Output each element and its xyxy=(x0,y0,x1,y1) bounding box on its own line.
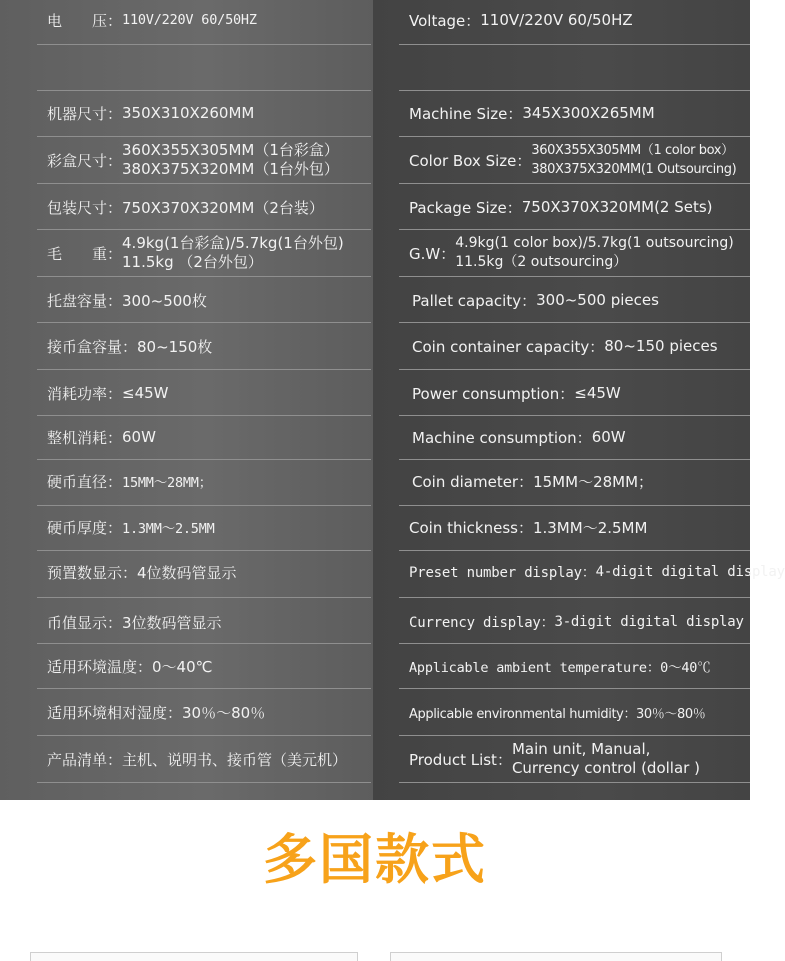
spec-label: 包装尺寸： xyxy=(47,198,123,217)
spec-row-humidity-en xyxy=(409,698,750,726)
row-divider xyxy=(399,229,750,230)
spec-value: 345X300X265MM xyxy=(522,104,655,122)
spec-row-preset-display-en xyxy=(409,558,785,586)
spec-label: 机器尺寸： xyxy=(47,104,123,123)
spec-label: 消耗功率： xyxy=(47,384,123,403)
spec-value: 80~150 pieces xyxy=(604,337,718,355)
row-divider xyxy=(399,322,750,323)
spec-row-color-box-size-cn xyxy=(47,139,371,181)
row-divider xyxy=(399,415,750,416)
row-divider xyxy=(399,90,750,91)
variant-image-frame xyxy=(390,952,722,961)
spec-value: 60W xyxy=(122,428,156,446)
spec-row-coin-container-en xyxy=(412,332,753,360)
spec-value: 110V/220V 60/50HZ xyxy=(480,11,633,29)
spec-row-coin-thickness-cn xyxy=(47,513,371,541)
row-divider xyxy=(37,183,371,184)
spec-row-preset-display-cn xyxy=(47,558,371,586)
spec-value-line: 4.9kg(1 color box)/5.7kg(1 outsourcing) xyxy=(455,235,734,251)
spec-row-gross-weight-en xyxy=(409,232,750,274)
row-divider xyxy=(37,550,371,551)
spec-label: Voltage： xyxy=(409,11,481,30)
spec-value xyxy=(512,740,700,778)
spec-row-voltage-cn xyxy=(47,6,371,34)
row-divider xyxy=(37,322,371,323)
spec-label: 预置数显示： xyxy=(47,563,138,582)
spec-row-humidity-cn xyxy=(47,698,371,726)
row-divider xyxy=(37,643,371,644)
spec-label: Preset number display： xyxy=(409,565,596,581)
spec-label: Color Box Size： xyxy=(409,151,532,170)
spec-value xyxy=(531,141,736,179)
spec-row-power-consumption-en xyxy=(412,379,753,407)
spec-value: 3位数码管显示 xyxy=(122,613,222,632)
spec-value-line: 360X355X305MM（1台彩盒） xyxy=(122,141,339,159)
spec-value: 0～40℃ xyxy=(660,660,711,676)
spec-row-machine-consumption-cn xyxy=(47,423,371,451)
row-divider xyxy=(399,183,750,184)
spec-label: Applicable ambient temperature： xyxy=(409,660,661,676)
spec-row-coin-diameter-cn xyxy=(47,467,371,495)
spec-value: 1.3MM～2.5MM xyxy=(532,518,648,537)
row-divider xyxy=(37,229,371,230)
spec-label: 托盘容量： xyxy=(47,291,123,310)
spec-label: Product List： xyxy=(409,750,512,769)
spec-value-line: 380X375X320MM(1 Outsourcing) xyxy=(531,162,737,177)
spec-value: 15MM～28MM； xyxy=(122,475,213,491)
spec-label: Pallet capacity： xyxy=(412,291,537,310)
spec-value xyxy=(455,234,733,272)
spec-value: 60W xyxy=(591,428,626,446)
spec-label: Applicable environmental humidity： xyxy=(409,706,637,722)
spec-value: 0～40℃ xyxy=(152,657,213,676)
row-divider xyxy=(399,643,750,644)
row-divider xyxy=(37,276,371,277)
spec-label: 接币盒容量： xyxy=(47,337,138,356)
spec-row-coin-container-cn xyxy=(47,332,371,360)
spec-value: 3-digit digital display xyxy=(554,614,744,630)
spec-label: 币值显示： xyxy=(47,613,123,632)
spec-label: Coin diameter： xyxy=(412,472,534,491)
spec-row-ambient-temperature-en xyxy=(409,652,750,680)
spec-row-ambient-temperature-cn xyxy=(47,652,371,680)
spec-row-voltage-en xyxy=(409,6,750,34)
spec-row-machine-consumption-en xyxy=(412,423,753,451)
spec-label: Machine consumption： xyxy=(412,428,592,447)
spec-value-line: 11.5kg（2 outsourcing） xyxy=(455,254,628,270)
spec-value-line: 360X355X305MM（1 color box） xyxy=(531,143,734,158)
row-divider xyxy=(37,415,371,416)
spec-label: 硬币直径： xyxy=(47,472,123,491)
spec-label: 硬币厚度： xyxy=(47,518,123,537)
section-title: 多国款式 xyxy=(263,828,487,891)
spec-value: 80~150枚 xyxy=(137,337,213,356)
spec-value xyxy=(122,234,344,272)
spec-row-coin-diameter-en xyxy=(412,467,753,495)
row-divider xyxy=(399,735,750,736)
spec-value: 750X370X320MM(2 Sets) xyxy=(521,198,713,216)
row-divider xyxy=(37,90,371,91)
spec-value: 300~500枚 xyxy=(122,291,207,310)
row-divider xyxy=(37,597,371,598)
spec-value: 30％～80％ xyxy=(182,703,266,722)
spec-value: 4位数码管显示 xyxy=(137,563,237,582)
spec-row-power-consumption-cn xyxy=(47,379,371,407)
row-divider xyxy=(37,459,371,460)
spec-value: ≤45W xyxy=(574,384,621,402)
row-divider xyxy=(399,459,750,460)
spec-label: Package Size： xyxy=(409,198,522,217)
spec-row-pallet-capacity-en xyxy=(412,286,753,314)
variant-image-frame xyxy=(30,952,358,961)
row-divider xyxy=(399,276,750,277)
spec-row-pallet-capacity-cn xyxy=(47,286,371,314)
spec-label: 毛 重： xyxy=(47,244,123,263)
row-divider xyxy=(37,505,371,506)
spec-label: 产品清单： xyxy=(47,750,123,769)
spec-row-package-size-en xyxy=(409,193,750,221)
spec-value: 750X370X320MM（2台装） xyxy=(122,198,324,217)
spec-value: 15MM～28MM； xyxy=(533,472,654,491)
spec-value-line: 4.9kg(1台彩盒)/5.7kg(1台外包) xyxy=(122,234,344,252)
spec-label: Machine Size： xyxy=(409,104,523,123)
row-divider xyxy=(399,688,750,689)
row-divider xyxy=(399,782,750,783)
spec-value-line: 11.5kg （2台外包） xyxy=(122,253,263,271)
spec-value: 110V/220V 60/50HZ xyxy=(122,12,257,28)
row-divider xyxy=(399,597,750,598)
row-divider xyxy=(37,369,371,370)
row-divider xyxy=(399,136,750,137)
spec-label: 彩盒尺寸： xyxy=(47,151,123,170)
spec-value: 350X310X260MM xyxy=(122,104,255,122)
spec-value-line: 380X375X320MM（1台外包） xyxy=(122,160,339,178)
spec-row-color-box-size-en xyxy=(409,139,750,181)
spec-row-product-list-en xyxy=(409,738,750,780)
spec-value: 1.3MM～2.5MM xyxy=(122,521,215,537)
spec-label: 电 压： xyxy=(47,11,123,30)
spec-row-machine-size-cn xyxy=(47,99,371,127)
row-divider xyxy=(37,688,371,689)
spec-value-line: Main unit, Manual, xyxy=(511,740,651,758)
row-divider xyxy=(399,369,750,370)
row-divider xyxy=(399,505,750,506)
spec-row-machine-size-en xyxy=(409,99,750,127)
row-divider xyxy=(37,44,371,45)
spec-value: 4-digit digital display xyxy=(595,564,785,580)
spec-row-gross-weight-cn xyxy=(47,232,371,274)
spec-row-product-list-cn xyxy=(47,745,371,773)
spec-label: Coin container capacity： xyxy=(412,337,605,356)
spec-label: Coin thickness： xyxy=(409,518,533,537)
row-divider xyxy=(399,44,750,45)
spec-row-currency-display-cn xyxy=(47,608,371,636)
row-divider xyxy=(37,782,371,783)
spec-label: 适用环境温度： xyxy=(47,657,153,676)
spec-value-line: Currency control (dollar ) xyxy=(511,759,700,777)
spec-label: 适用环境相对湿度： xyxy=(47,703,183,722)
spec-value: ≤45W xyxy=(122,384,169,402)
spec-row-currency-display-en xyxy=(409,608,750,636)
row-divider xyxy=(399,550,750,551)
spec-label: G.W： xyxy=(409,244,456,263)
spec-label: 整机消耗： xyxy=(47,428,123,447)
row-divider xyxy=(37,136,371,137)
spec-row-coin-thickness-en xyxy=(409,513,750,541)
spec-value xyxy=(122,141,339,179)
spec-value: 主机、说明书、接币管（美元机） xyxy=(122,750,348,769)
spec-value: 300~500 pieces xyxy=(536,291,659,309)
spec-row-package-size-cn xyxy=(47,193,371,221)
spec-label: Currency display： xyxy=(409,615,555,631)
row-divider xyxy=(37,735,371,736)
spec-label: Power consumption： xyxy=(412,384,575,403)
spec-value: 30％～80％ xyxy=(636,706,706,722)
